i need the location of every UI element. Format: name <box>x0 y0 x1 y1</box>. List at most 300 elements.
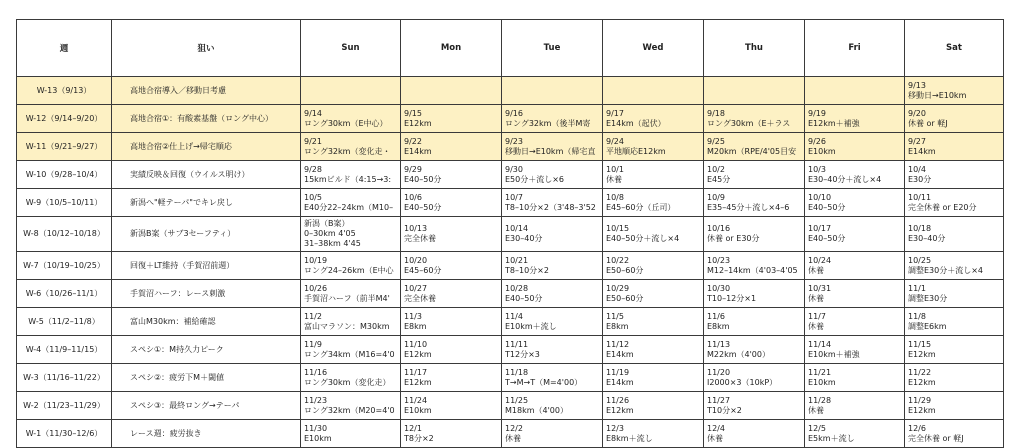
day-cell-line: 10/15 <box>606 224 630 233</box>
day-cell-line: 9/17 <box>606 108 624 118</box>
day-cell-line: 調整E30分 <box>908 293 948 303</box>
day-cell-line: 休養 <box>808 321 824 331</box>
day-cell-line: E12km <box>404 377 432 387</box>
day-cell-line: 10/17 <box>808 224 832 233</box>
day-cell-line: 休養 <box>606 174 622 184</box>
schedule-body <box>17 77 1004 448</box>
day-cell-line: 11/2 <box>304 311 322 321</box>
day-cell-line: 10/14 <box>505 224 529 233</box>
day-cell-line: 11/13 <box>707 339 731 349</box>
day-cell-line: 11/7 <box>808 311 826 321</box>
day-cell-line: 9/14 <box>304 108 322 118</box>
day-cell-line: 完全休養 or E20分 <box>908 202 977 212</box>
day-cell-line: 15kmビルド（4:15→3: <box>304 174 392 184</box>
day-cell-line: 11/6 <box>707 311 725 321</box>
day-cell <box>905 133 1004 161</box>
day-cell-line: E8km <box>707 321 730 331</box>
day-cell <box>805 308 905 336</box>
day-cell <box>704 420 805 448</box>
day-cell-line: 移動日→E10km <box>908 90 967 100</box>
day-cell-line: E12km <box>908 405 936 415</box>
day-cell-line: 9/18 <box>707 108 725 118</box>
day-cell <box>905 189 1004 217</box>
day-cell-line: ロング34km（M16=4'0 <box>304 349 395 359</box>
day-cell-line: E12km <box>404 118 432 128</box>
day-cell <box>401 336 502 364</box>
day-cell <box>401 189 502 217</box>
day-cell-line: 11/17 <box>404 367 428 377</box>
week-cell: W-6（10/26–11/1） <box>17 280 112 308</box>
day-cell-line: ロング32km（変化走・ <box>304 146 391 156</box>
day-cell-line: 9/28 <box>304 164 322 174</box>
day-cell <box>905 336 1004 364</box>
day-cell-line: E10km <box>808 377 836 387</box>
day-cell-line: T8–10分×2（3'48–3'52 <box>505 202 596 212</box>
day-cell <box>603 161 704 189</box>
aim-cell: 新潟B案（サブ3セーフティ） <box>112 217 301 252</box>
aim-cell: レース週：疲労抜き <box>112 420 301 448</box>
day-cell <box>301 420 401 448</box>
day-cell <box>502 308 603 336</box>
day-cell <box>704 280 805 308</box>
day-cell <box>905 392 1004 420</box>
day-cell <box>502 133 603 161</box>
day-cell-line: 富山マラソン：M30km <box>304 321 390 331</box>
day-cell-line: M20km（RPE/4'05目安 <box>707 146 797 156</box>
day-cell <box>301 364 401 392</box>
day-cell <box>603 392 704 420</box>
day-cell-line: 11/8 <box>908 311 926 321</box>
day-cell <box>704 308 805 336</box>
week-cell: W-1（11/30–12/6） <box>17 420 112 448</box>
day-cell <box>401 252 502 280</box>
day-cell-line: M22km（4'00） <box>707 349 770 359</box>
day-cell <box>401 420 502 448</box>
day-cell-line: 10/20 <box>404 255 428 265</box>
day-cell <box>905 280 1004 308</box>
day-cell-line: 移動日→E10km（帰宅直 <box>505 146 596 156</box>
day-cell <box>704 161 805 189</box>
day-cell-line: E40分22–24km（M10– <box>304 202 394 212</box>
day-cell-line: E40–50分＋流し×4 <box>606 234 680 243</box>
day-cell-line: E30分 <box>908 174 932 184</box>
day-cell <box>603 105 704 133</box>
day-cell-line: 10/8 <box>606 192 624 202</box>
day-cell <box>603 308 704 336</box>
week-cell: W-7（10/19–10/25） <box>17 252 112 280</box>
aim-cell: 高地合宿導入／移動日考慮 <box>112 77 301 105</box>
aim-cell: 実績反映＆回復（ウイルス明け） <box>112 161 301 189</box>
day-cell <box>603 217 704 252</box>
day-cell-line: 12/3 <box>606 423 624 433</box>
day-cell <box>905 364 1004 392</box>
day-cell-line: 9/24 <box>606 136 624 146</box>
day-cell-line: 休養 <box>808 405 824 415</box>
day-cell-line: E10km <box>304 433 332 443</box>
day-cell-line: ロング32km（後半M寄 <box>505 118 591 128</box>
table-row <box>17 364 1004 392</box>
day-cell-line: M12–14km（4'03–4'05 <box>707 265 798 275</box>
day-cell <box>502 420 603 448</box>
day-cell-line: 休養 <box>505 433 521 443</box>
day-cell-line: 11/3 <box>404 311 422 321</box>
day-cell-line: 11/21 <box>808 367 832 377</box>
day-cell <box>401 77 502 105</box>
day-cell <box>401 105 502 133</box>
day-cell-line: 完全休養 <box>404 234 436 243</box>
day-cell-line: 11/20 <box>707 367 731 377</box>
day-cell-line: 完全休養 <box>404 293 436 303</box>
day-cell <box>704 392 805 420</box>
header-tue: Tue <box>502 20 603 77</box>
day-cell <box>401 308 502 336</box>
day-cell <box>704 217 805 252</box>
day-cell-line: 9/20 <box>908 108 926 118</box>
day-cell-line: 10/5 <box>304 192 322 202</box>
day-cell-line: E10km <box>808 146 836 156</box>
day-cell-line: 9/30 <box>505 164 523 174</box>
day-cell-line: E5km＋流し <box>808 433 855 443</box>
day-cell-line: 10/1 <box>606 164 624 174</box>
day-cell <box>603 252 704 280</box>
week-cell: W-13（9/13） <box>17 77 112 105</box>
day-cell-line: 休養 <box>808 265 824 275</box>
week-cell: W-3（11/16–11/22） <box>17 364 112 392</box>
day-cell-line: 10/7 <box>505 192 523 202</box>
table-row <box>17 252 1004 280</box>
day-cell-line: 12/2 <box>505 423 523 433</box>
day-cell-line: E14km（起伏） <box>606 118 666 128</box>
table-row <box>17 105 1004 133</box>
day-cell-line: 9/16 <box>505 108 523 118</box>
day-cell <box>603 420 704 448</box>
day-cell-line: I2000×3（10kP） <box>707 377 778 387</box>
day-cell-line: T8–10分×2 <box>505 265 549 275</box>
day-cell-line: 10/29 <box>606 283 630 293</box>
day-cell-line: 11/19 <box>606 367 630 377</box>
day-cell-line: 11/28 <box>808 395 832 405</box>
training-schedule-table <box>16 19 1004 448</box>
day-cell <box>905 308 1004 336</box>
day-cell <box>805 364 905 392</box>
day-cell <box>704 252 805 280</box>
header-thu: Thu <box>704 20 805 77</box>
day-cell-line: 10/9 <box>707 192 725 202</box>
table-row <box>17 189 1004 217</box>
aim-cell: 新潟へ"軽テーパ"でキレ戻し <box>112 189 301 217</box>
day-cell-line: 10/27 <box>404 283 428 293</box>
day-cell-line: E35–45分＋流し×4–6 <box>707 202 790 212</box>
day-cell-line: 9/21 <box>304 136 322 146</box>
day-cell-line: 調整E30分＋流し×4 <box>908 265 984 275</box>
day-cell-line: 12/4 <box>707 423 725 433</box>
day-cell <box>805 392 905 420</box>
day-cell-line: E30–40分＋流し×4 <box>808 174 882 184</box>
day-cell-line: 9/15 <box>404 108 422 118</box>
table-row <box>17 161 1004 189</box>
day-cell-line: E12km <box>908 349 936 359</box>
day-cell <box>502 77 603 105</box>
day-cell <box>805 280 905 308</box>
aim-cell: 手賀沼ハーフ：レース刺激 <box>112 280 301 308</box>
day-cell-line: 12/1 <box>404 423 422 433</box>
day-cell <box>401 217 502 252</box>
day-cell-line: E40–50分 <box>404 202 442 212</box>
day-cell-line: E14km <box>606 349 634 359</box>
day-cell-line: E14km <box>606 377 634 387</box>
day-cell <box>603 77 704 105</box>
day-cell <box>401 161 502 189</box>
day-cell-line: E45–60分 <box>404 265 442 275</box>
day-cell-line: E12km＋補強 <box>808 118 860 128</box>
week-cell: W-8（10/12–10/18） <box>17 217 112 252</box>
day-cell <box>502 217 603 252</box>
day-cell <box>704 336 805 364</box>
week-cell: W-5（11/2–11/8） <box>17 308 112 336</box>
day-cell <box>905 77 1004 105</box>
day-cell-line: E8km＋流し <box>606 433 653 443</box>
day-cell <box>301 77 401 105</box>
day-cell-line: ロング24–26km（E中心 <box>304 265 394 275</box>
day-cell-line: 10/11 <box>908 192 932 202</box>
aim-cell: 回復＋LT維持（手賀沼前週） <box>112 252 301 280</box>
day-cell <box>805 217 905 252</box>
day-cell-line: 0–30km 4'05 <box>304 229 356 238</box>
day-cell-line: E10km <box>404 405 432 415</box>
day-cell-line: 休養 <box>707 433 723 443</box>
day-cell-line: 9/13 <box>908 80 926 90</box>
day-cell-line: 10/16 <box>707 224 731 233</box>
day-cell <box>905 252 1004 280</box>
day-cell-line: E50分＋流し×6 <box>505 174 565 184</box>
day-cell <box>502 252 603 280</box>
day-cell-line: 調整E6km <box>908 321 947 331</box>
day-cell-line: 11/23 <box>304 395 328 405</box>
day-cell-line: 11/15 <box>908 339 932 349</box>
day-cell-line: 10/26 <box>304 283 328 293</box>
day-cell <box>301 133 401 161</box>
header-mon: Mon <box>401 20 502 77</box>
day-cell-line: 12/5 <box>808 423 826 433</box>
aim-cell: スペシ③：最終ロング→テーパ <box>112 392 301 420</box>
table-row <box>17 280 1004 308</box>
aim-cell: 高地合宿①：有酸素基盤（ロング中心） <box>112 105 301 133</box>
day-cell <box>905 105 1004 133</box>
day-cell-line: T12分×3 <box>505 349 540 359</box>
day-cell-line: 11/26 <box>606 395 630 405</box>
day-cell-line: E14km <box>404 146 432 156</box>
day-cell-line: 11/5 <box>606 311 624 321</box>
aim-cell: スペシ①：M持久力ピーク <box>112 336 301 364</box>
day-cell-line: 平地順応E12km <box>606 146 666 156</box>
day-cell <box>805 336 905 364</box>
day-cell <box>704 105 805 133</box>
table-row <box>17 133 1004 161</box>
day-cell-line: E40–50分 <box>808 202 846 212</box>
day-cell <box>301 280 401 308</box>
day-cell-line: E10km＋補強 <box>808 349 860 359</box>
day-cell-line: 9/29 <box>404 164 422 174</box>
day-cell-line: 11/18 <box>505 367 529 377</box>
table-row <box>17 217 1004 252</box>
header-aim: 狙い <box>112 20 301 77</box>
day-cell <box>905 161 1004 189</box>
day-cell-line: 11/1 <box>908 283 926 293</box>
day-cell-line: 11/14 <box>808 339 832 349</box>
day-cell-line: E40–50分 <box>505 293 543 303</box>
day-cell <box>905 217 1004 252</box>
day-cell-line: 10/30 <box>707 283 731 293</box>
day-cell <box>704 133 805 161</box>
table-row <box>17 77 1004 105</box>
day-cell <box>502 105 603 133</box>
day-cell-line: 9/23 <box>505 136 523 146</box>
day-cell-line: E45–60分（丘司） <box>606 202 676 212</box>
header-wed: Wed <box>603 20 704 77</box>
day-cell <box>301 217 401 252</box>
day-cell <box>805 77 905 105</box>
week-cell: W-12（9/14–9/20） <box>17 105 112 133</box>
day-cell-line: 10/25 <box>908 255 932 265</box>
day-cell-line: 10/23 <box>707 255 731 265</box>
table-row <box>17 336 1004 364</box>
day-cell-line: 10/4 <box>908 164 926 174</box>
day-cell-line: 10/3 <box>808 164 826 174</box>
day-cell-line: 10/18 <box>908 224 932 233</box>
day-cell-line: 休養 <box>808 293 824 303</box>
day-cell-line: 10/28 <box>505 283 529 293</box>
day-cell <box>502 364 603 392</box>
day-cell-line: 10/21 <box>505 255 529 265</box>
day-cell-line: E50–60分 <box>606 265 644 275</box>
day-cell-line: 10/6 <box>404 192 422 202</box>
day-cell-line: 11/27 <box>707 395 731 405</box>
day-cell <box>401 133 502 161</box>
day-cell-line: 11/22 <box>908 367 932 377</box>
day-cell <box>401 280 502 308</box>
day-cell-line: ロング30km（変化走） <box>304 377 391 387</box>
day-cell-line: 11/11 <box>505 339 529 349</box>
day-cell-line: E12km <box>606 405 634 415</box>
day-cell-line: 11/4 <box>505 311 523 321</box>
day-cell-line: 11/10 <box>404 339 428 349</box>
day-cell-line: 9/27 <box>908 136 926 146</box>
day-cell <box>704 77 805 105</box>
day-cell-line: 10/19 <box>304 255 328 265</box>
day-cell-line: 9/22 <box>404 136 422 146</box>
day-cell <box>502 392 603 420</box>
week-cell: W-10（9/28–10/4） <box>17 161 112 189</box>
day-cell-line: 10/13 <box>404 224 428 233</box>
day-cell-line: 休養 or E30分 <box>707 234 760 243</box>
day-cell <box>603 133 704 161</box>
day-cell-line: 11/16 <box>304 367 328 377</box>
day-cell <box>805 161 905 189</box>
day-cell-line: E10km＋流し <box>505 321 557 331</box>
day-cell-line: 10/24 <box>808 255 832 265</box>
day-cell-line: 11/29 <box>908 395 932 405</box>
day-cell <box>502 161 603 189</box>
table-row <box>17 420 1004 448</box>
table-row <box>17 392 1004 420</box>
day-cell <box>502 280 603 308</box>
day-cell-line: E50–60分 <box>606 293 644 303</box>
day-cell-line: ロング30km（E＋ラス <box>707 118 791 128</box>
day-cell-line: E45分 <box>707 174 731 184</box>
day-cell-line: ロング32km（M20=4'0 <box>304 405 395 415</box>
aim-cell: スペシ②：疲労下M＋閾値 <box>112 364 301 392</box>
day-cell <box>301 336 401 364</box>
header-week: 週 <box>17 20 112 77</box>
day-cell-line: 11/24 <box>404 395 428 405</box>
week-cell: W-9（10/5–10/11） <box>17 189 112 217</box>
day-cell <box>301 392 401 420</box>
day-cell-line: E14km <box>908 146 936 156</box>
day-cell <box>401 364 502 392</box>
table-row <box>17 308 1004 336</box>
day-cell-line: E30–40分 <box>505 234 543 243</box>
aim-cell: 高地合宿②仕上げ→帰宅順応 <box>112 133 301 161</box>
day-cell-line: 新潟（B案） <box>304 219 350 228</box>
week-cell: W-4（11/9–11/15） <box>17 336 112 364</box>
day-cell <box>805 133 905 161</box>
day-cell-line: M18km（4'00） <box>505 405 568 415</box>
day-cell <box>603 189 704 217</box>
day-cell <box>301 161 401 189</box>
day-cell-line: E12km <box>908 377 936 387</box>
aim-cell: 富山M30km：補給確認 <box>112 308 301 336</box>
day-cell-line: T10分×2 <box>707 405 742 415</box>
day-cell-line: 31–38km 4'45 <box>304 239 361 248</box>
day-cell-line: 10/22 <box>606 255 630 265</box>
day-cell <box>905 420 1004 448</box>
day-cell <box>301 308 401 336</box>
day-cell <box>301 105 401 133</box>
day-cell <box>301 189 401 217</box>
day-cell-line: 手賀沼ハーフ（前半M4' <box>304 293 390 303</box>
day-cell-line: 11/25 <box>505 395 529 405</box>
day-cell <box>502 336 603 364</box>
day-cell-line: 完全休養 or 軽J <box>908 433 964 443</box>
day-cell-line: 12/6 <box>908 423 926 433</box>
header-sat: Sat <box>905 20 1004 77</box>
day-cell-line: T8分×2 <box>404 433 434 443</box>
day-cell <box>704 189 805 217</box>
day-cell <box>704 364 805 392</box>
day-cell-line: T10–12分×1 <box>707 293 757 303</box>
schedule-container <box>16 19 1004 448</box>
day-cell-line: 10/10 <box>808 192 832 202</box>
day-cell <box>805 189 905 217</box>
header-sun: Sun <box>301 20 401 77</box>
day-cell-line: 11/12 <box>606 339 630 349</box>
day-cell <box>805 252 905 280</box>
day-cell <box>301 252 401 280</box>
day-cell-line: 11/9 <box>304 339 322 349</box>
day-cell-line: E40–50分 <box>808 234 846 243</box>
day-cell <box>805 420 905 448</box>
day-cell-line: 10/2 <box>707 164 725 174</box>
day-cell-line: E8km <box>404 321 427 331</box>
header-row <box>17 20 1004 77</box>
day-cell <box>603 336 704 364</box>
header-fri: Fri <box>805 20 905 77</box>
day-cell-line: 11/30 <box>304 423 328 433</box>
day-cell-line: 9/25 <box>707 136 725 146</box>
day-cell <box>603 364 704 392</box>
day-cell <box>502 189 603 217</box>
day-cell-line: 9/19 <box>808 108 826 118</box>
